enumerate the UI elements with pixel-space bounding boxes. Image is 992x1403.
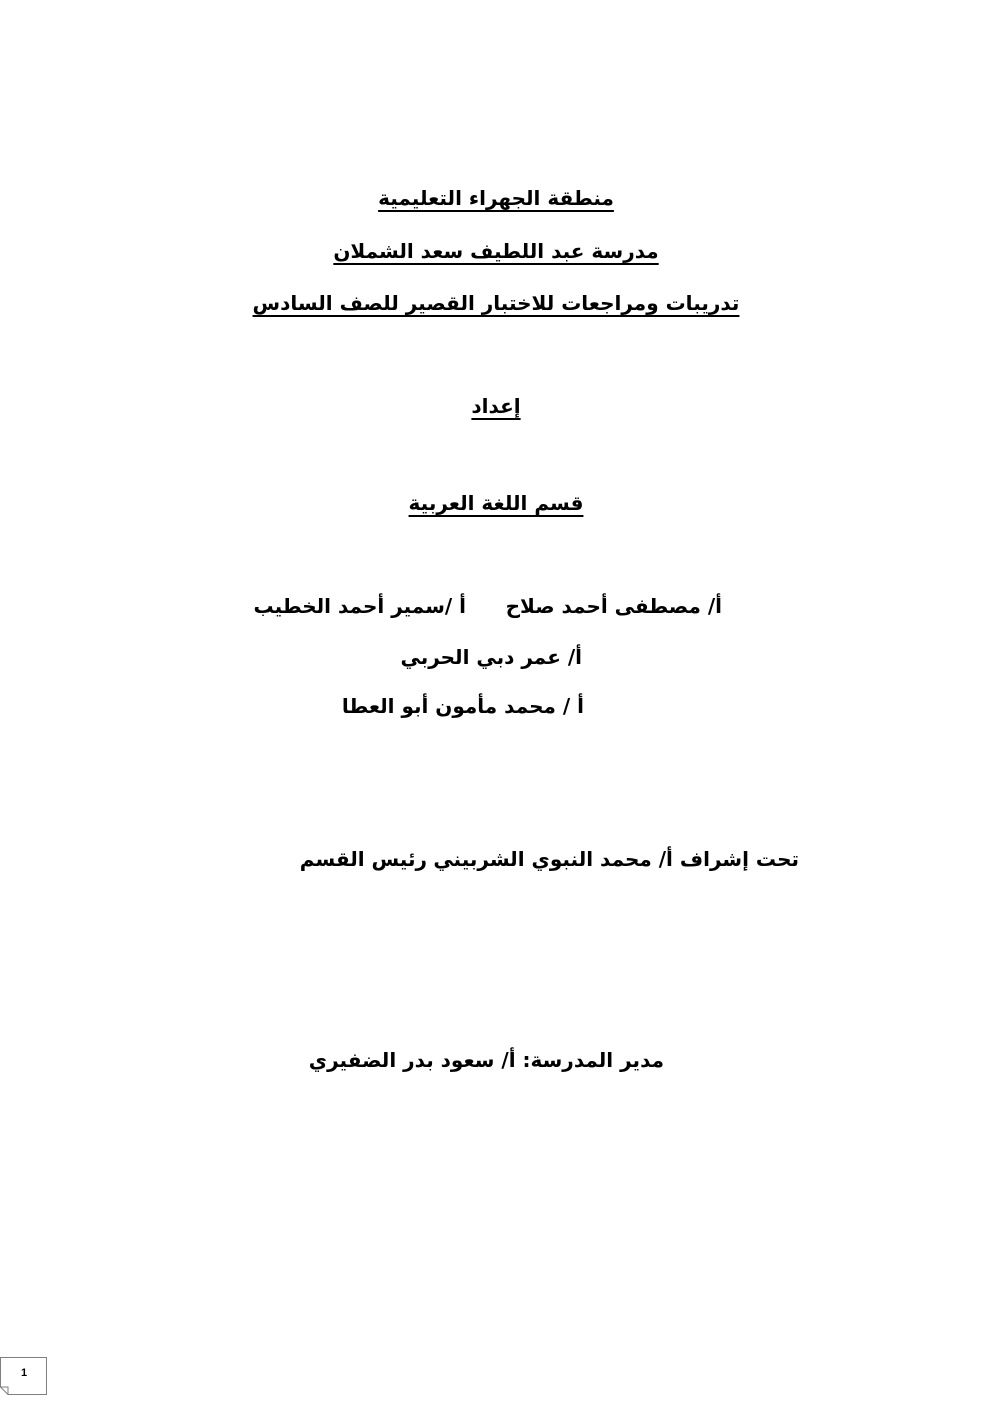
page-number-box: [0, 1357, 47, 1395]
supervisor-line: تحت إشراف أ/ محمد النبوي الشربيني: [433, 847, 799, 871]
region-title: منطقة الجهراء التعليمية: [378, 186, 614, 210]
teacher-name-3: أ/ عمر دبي الحربي: [400, 645, 582, 669]
page-number: 1: [20, 1367, 28, 1379]
department-name: قسم اللغة العربية: [408, 491, 584, 515]
prepared-by-label: إعداد: [471, 394, 521, 418]
teacher-name-2: أ /سمير أحمد الخطيب: [253, 594, 466, 618]
supervisor-role: رئيس القسم: [299, 847, 427, 871]
teacher-name-4: أ / محمد مأمون أبو العطا: [341, 694, 584, 718]
teacher-name-1: أ/ مصطفى أحمد صلاح: [505, 594, 722, 618]
principal-line: مدير المدرسة: أ/ سعود بدر الضفيري: [308, 1048, 664, 1072]
subject-title: تدريبات ومراجعات للاختبار القصير للصف السادس: [252, 291, 740, 315]
school-name: مدرسة عبد اللطيف سعد الشملان: [333, 239, 659, 263]
